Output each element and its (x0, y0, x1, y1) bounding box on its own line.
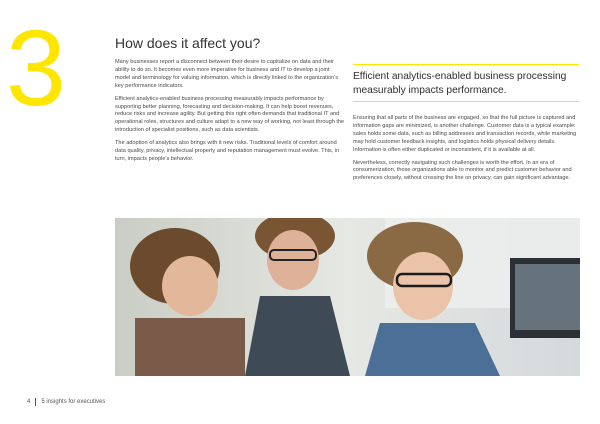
monitor-screen (515, 264, 580, 330)
person-left-face (162, 256, 218, 316)
left-paragraph-3: The adoption of analytics also brings with it new risks. Traditional levels of comfort around data quality, privacy, intellectual property and reputation management must evolve. This, in turn, impacts people's behavior. (115, 140, 340, 162)
footer-divider (35, 398, 36, 406)
page-footer (27, 398, 105, 406)
pull-quote: Efficient analytics-enabled business processing measurably impacts performance. (353, 64, 579, 102)
section-number: 3 (6, 7, 65, 128)
left-paragraph-1: Many businesses report a disconnect between their desire to capitalize on data and their ability to do so. It becomes even more imperative for business and IT to develop a joint model and terminology for valuing information, which is directly linked to the organization's key performance indicators. (115, 59, 339, 89)
team-photo (115, 218, 580, 376)
page-heading: How does it affect you? (115, 35, 261, 51)
right-column (353, 115, 581, 188)
right-paragraph-2: Nevertheless, correctly navigating such challenges is worth the effort. In an era of consumerization, those organizations able to monitor and predict customer behavior and preferences closely, without crossing the line on privacy, can gain significant advantage. (353, 159, 572, 182)
team-photo-illustration (115, 218, 580, 376)
publication-title: 5 insights for executives (41, 399, 106, 405)
page-number: 4 (27, 399, 31, 405)
right-paragraph-1: Ensuring that all parts of the business are engaged, so that the full picture is captured and information gaps are minimized, is another challenge. Customer data is a typical example: sales holds some data, such as billing addresses and transaction records, while marketing may hold customer feedback insights, and logistics holds physical delivery details. Information is often either duplicated or inconsistent, if it is available at all. (353, 115, 577, 153)
left-paragraph-2: Efficient analytics-enabled business processing measurably impacts performance by supporting better planning, forecasting and decision-making. It can help boost revenues, reduce risks and increase agility. But getting this right often demands that traditional IT and operational roles, structures and culture adapt to a new way of working, not least through the introduction of specialist positions, such as data scientists. (115, 95, 345, 134)
left-column (115, 59, 345, 169)
person-left-body (135, 318, 245, 376)
